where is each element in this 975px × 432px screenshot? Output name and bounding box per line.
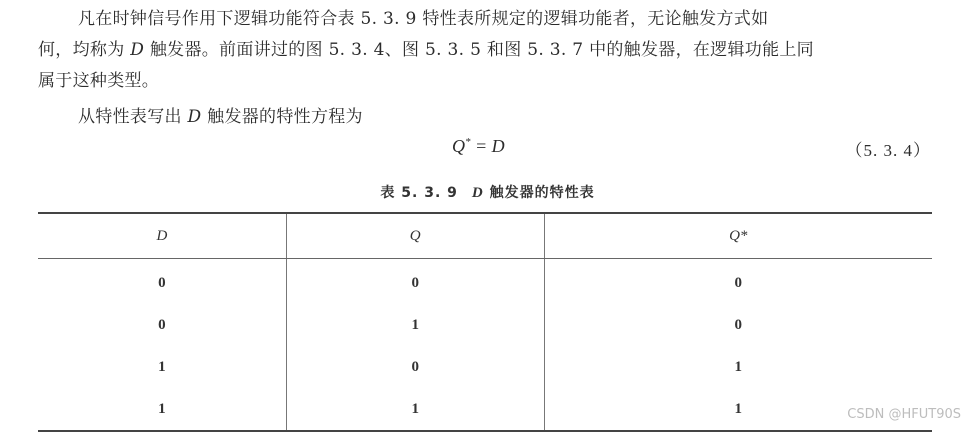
table-row — [38, 259, 932, 305]
header-q: Q — [286, 213, 544, 259]
table-cell: 1 — [286, 304, 544, 346]
table-cell: 0 — [286, 346, 544, 388]
characteristic-equation: Q* = D — [452, 136, 505, 156]
paragraph-1-line-2: 何，均称为 D 触发器。前面讲过的图 5. 3. 4、图 5. 3. 5 和图 5. 3. 7 中的触发器，在逻辑功能上同 — [38, 40, 814, 60]
table-row — [38, 346, 932, 388]
d-symbol: D — [187, 107, 202, 127]
characteristic-table — [38, 212, 932, 432]
equation-number: （5. 3. 4） — [845, 141, 931, 160]
table-row — [38, 388, 932, 431]
table-cell: 1 — [38, 388, 286, 431]
paragraph-1-line-3: 属于这种类型。 — [38, 71, 160, 91]
paragraph-1 — [38, 4, 938, 97]
table-cell: 0 — [158, 274, 166, 291]
table-header-row — [38, 213, 932, 259]
paragraph-1-line-1: 凡在时钟信号作用下逻辑功能符合表 5. 3. 9 特性表所规定的逻辑功能者，无论触发方式如 — [78, 9, 769, 29]
paragraph-2: 从特性表写出 D 触发器的特性方程为 — [78, 107, 363, 127]
table-cell: 1 — [544, 388, 932, 431]
table-cell: 0 — [544, 259, 932, 305]
header-q-star: Q* — [544, 213, 932, 259]
table-row — [38, 304, 932, 346]
header-d: D — [38, 213, 286, 259]
table-cell: 1 — [286, 388, 544, 431]
table-cell: 0 — [544, 304, 932, 346]
table-cell: 1 — [544, 346, 932, 388]
table-cell: 1 — [158, 358, 166, 375]
d-symbol: D — [130, 40, 145, 60]
watermark: CSDN @HFUT90S — [847, 407, 961, 422]
table-caption: 表 5. 3. 9 D 触发器的特性表 — [380, 185, 595, 201]
table-cell: 0 — [158, 316, 166, 333]
table-cell: 0 — [286, 259, 544, 305]
